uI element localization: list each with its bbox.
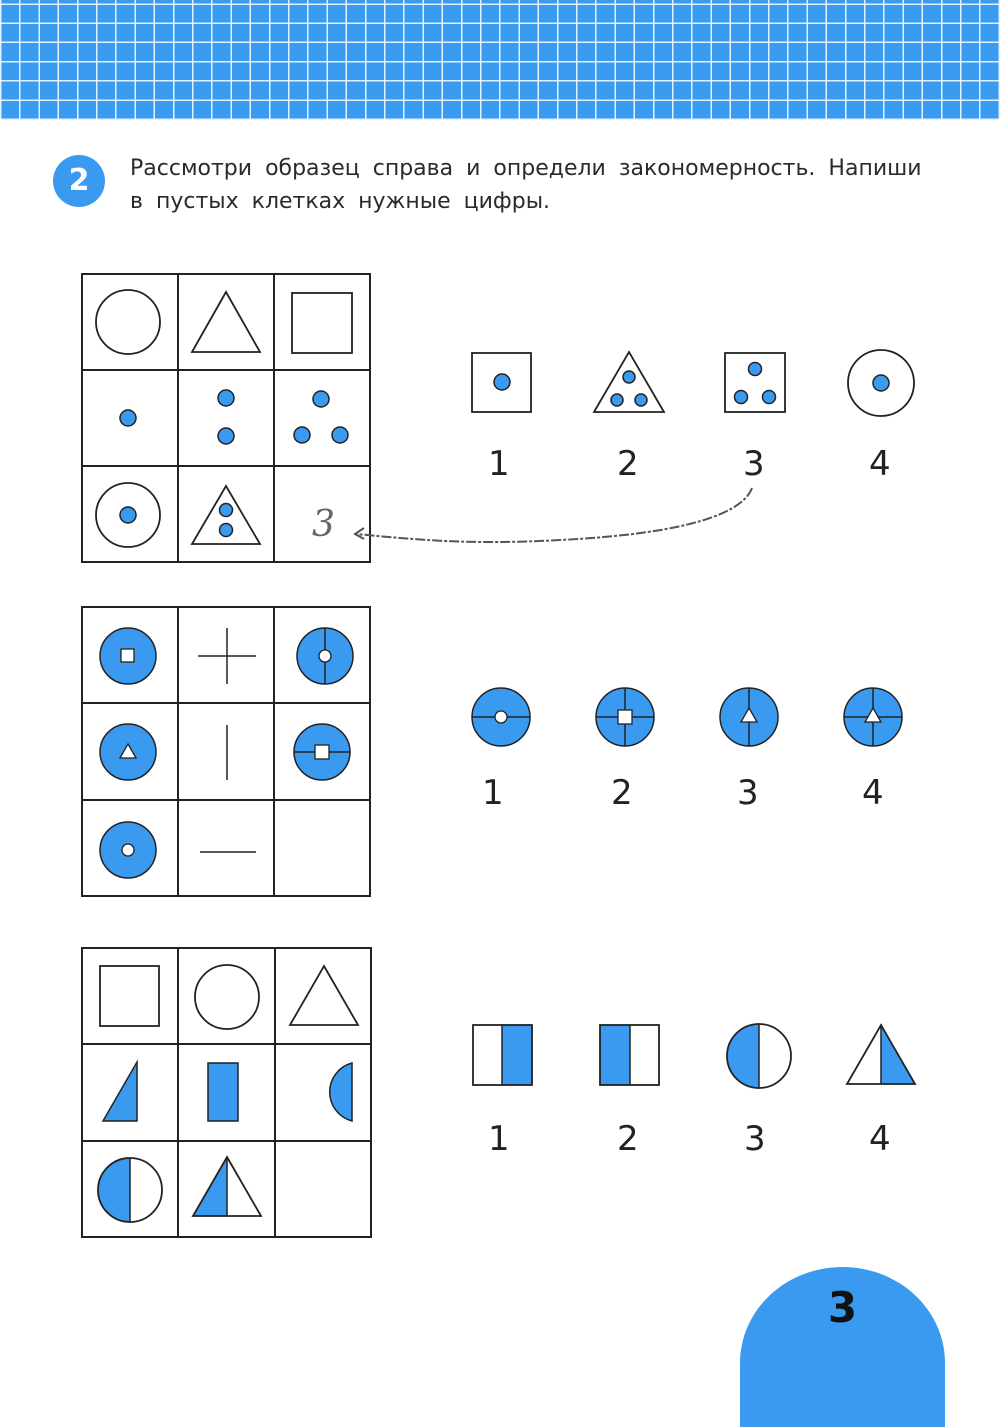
option-4-icon [844, 688, 902, 746]
option-1-label: 1 [482, 773, 504, 813]
triangle-with-two-dots-icon [192, 486, 260, 544]
option-4-icon [848, 350, 914, 416]
option-1-icon [473, 1025, 532, 1085]
plus-lines-icon [198, 628, 256, 684]
handwritten-answer: 3 [312, 504, 335, 545]
task-number-badge: 2 [53, 155, 105, 207]
circle-with-dot-icon [96, 483, 160, 547]
filled-circle-with-triangle-icon [100, 724, 156, 780]
circle-half-filled-icon [98, 1158, 162, 1222]
option-3-label: 3 [744, 1119, 766, 1159]
option-2-icon [596, 688, 654, 746]
option-2-label: 2 [617, 444, 639, 484]
filled-circle-with-circle-icon [100, 822, 156, 878]
option-4-label: 4 [869, 1119, 891, 1159]
handwritten-arrow [356, 488, 752, 542]
page-number: 3 [827, 1283, 858, 1332]
option-2-icon [594, 352, 664, 412]
right-half-triangle-icon [103, 1062, 137, 1121]
right-half-circle-icon [330, 1063, 352, 1121]
triangle-half-filled-icon [193, 1157, 261, 1216]
option-2-label: 2 [611, 773, 633, 813]
circle-icon [96, 290, 160, 354]
option-3-icon [720, 688, 778, 746]
circle-icon [195, 965, 259, 1029]
two-dots-icon [218, 390, 234, 444]
option-1-label: 1 [488, 1119, 510, 1159]
option-4-icon [847, 1025, 915, 1084]
square-icon [292, 293, 352, 353]
instruction-line-2: в пустых клетках нужные цифры. [130, 189, 551, 214]
square-icon [100, 966, 159, 1026]
rectangle-icon [208, 1063, 238, 1121]
one-dot-icon [120, 410, 136, 426]
option-4-label: 4 [862, 773, 884, 813]
option-4-label: 4 [869, 444, 891, 484]
option-3-label: 3 [737, 773, 759, 813]
triangle-icon [290, 966, 358, 1025]
option-3-icon [727, 1024, 791, 1088]
instruction-line-1: Рассмотри образец справа и определи закономерность. Напиши [130, 156, 922, 181]
filled-circle-with-square-icon [100, 628, 156, 684]
filled-circle-with-circle-vertical-line-icon [297, 628, 353, 684]
triangle-icon [192, 292, 260, 352]
puzzle-3 [82, 948, 915, 1237]
filled-circle-with-square-horizontal-line-icon [294, 724, 350, 780]
puzzle-1 [82, 274, 914, 562]
option-1-icon [472, 688, 530, 746]
three-dots-icon [294, 391, 348, 443]
option-2-label: 2 [617, 1119, 639, 1159]
option-3-icon [725, 353, 785, 412]
option-3-label: 3 [743, 444, 765, 484]
option-1-label: 1 [488, 444, 510, 484]
option-1-icon [472, 353, 531, 412]
option-2-icon [600, 1025, 659, 1085]
puzzle-2 [82, 607, 902, 896]
